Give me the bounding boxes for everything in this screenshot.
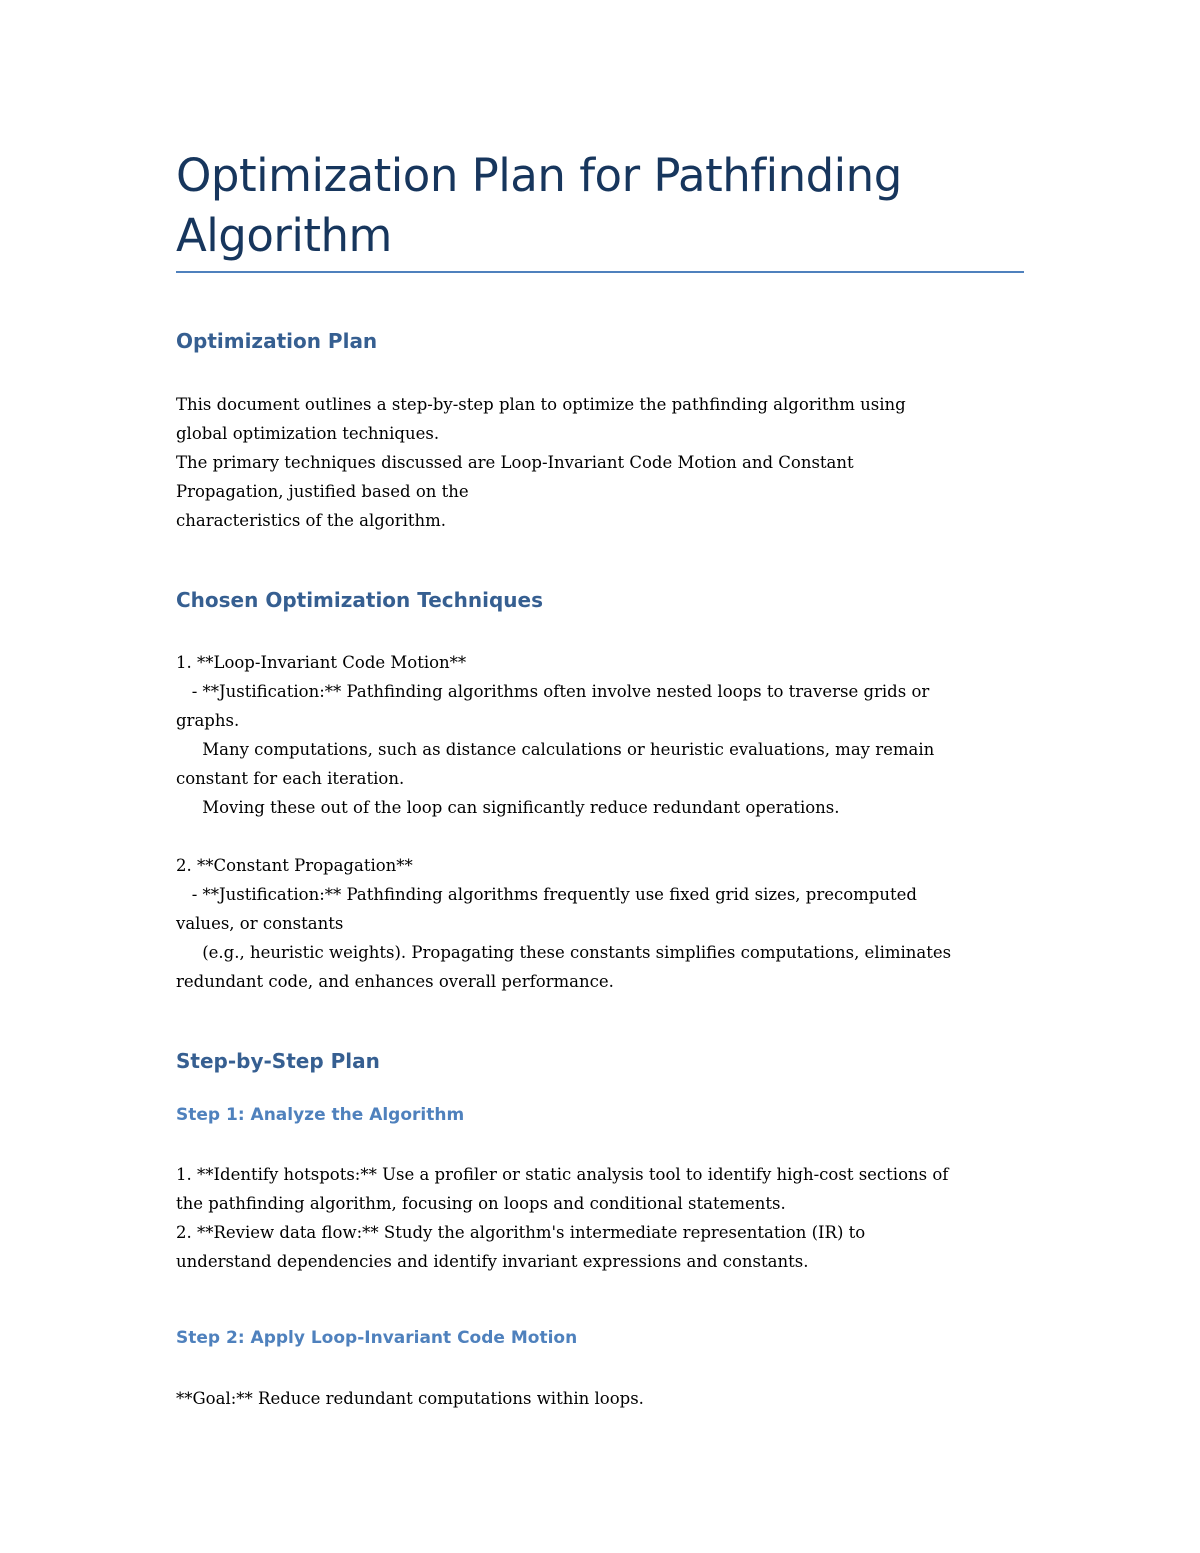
heading-step-1: Step 1: Analyze the Algorithm xyxy=(176,1105,465,1125)
technique-line: Moving these out of the loop can significantly reduce redundant operations. xyxy=(176,798,840,817)
heading-step-2: Step 2: Apply Loop-Invariant Code Motion xyxy=(176,1328,578,1348)
intro-line: global optimization techniques. xyxy=(176,424,440,443)
step-2-body xyxy=(176,1384,1026,1413)
intro-line: This document outlines a step-by-step plan to optimize the pathfinding algorithm using xyxy=(176,395,906,414)
intro-paragraph xyxy=(176,390,1026,535)
intro-line: Propagation, justified based on the xyxy=(176,482,469,501)
step-2-line: **Goal:** Reduce redundant computations within loops. xyxy=(176,1389,644,1408)
technique-line: - **Justification:** Pathfinding algorithms often involve nested loops to traverse grids or xyxy=(176,682,930,701)
step-1-line: 1. **Identify hotspots:** Use a profiler or static analysis tool to identify high-cost sections of xyxy=(176,1165,949,1184)
technique-line: redundant code, and enhances overall performance. xyxy=(176,972,614,991)
heading-step-by-step-plan: Step-by-Step Plan xyxy=(176,1049,380,1073)
technique-line: 2. **Constant Propagation** xyxy=(176,856,413,875)
step-1-line: 2. **Review data flow:** Study the algorithm's intermediate representation (IR) to xyxy=(176,1223,866,1242)
technique-line: values, or constants xyxy=(176,914,344,933)
document-title-line-1: Optimization Plan for Pathfinding xyxy=(176,149,902,202)
technique-item-2 xyxy=(176,851,1026,996)
intro-line: The primary techniques discussed are Loop-Invariant Code Motion and Constant xyxy=(176,453,854,472)
heading-optimization-plan: Optimization Plan xyxy=(176,329,378,353)
intro-line: characteristics of the algorithm. xyxy=(176,511,447,530)
technique-line: Many computations, such as distance calculations or heuristic evaluations, may remain xyxy=(176,740,935,759)
technique-line: - **Justification:** Pathfinding algorithms frequently use fixed grid sizes, precomputed xyxy=(176,885,917,904)
technique-line: graphs. xyxy=(176,711,240,730)
technique-line: constant for each iteration. xyxy=(176,769,405,788)
step-1-line: the pathfinding algorithm, focusing on loops and conditional statements. xyxy=(176,1194,786,1213)
document-title-line-2: Algorithm xyxy=(176,209,392,262)
step-1-line: understand dependencies and identify invariant expressions and constants. xyxy=(176,1252,809,1271)
technique-item-1 xyxy=(176,648,1026,822)
step-1-body xyxy=(176,1160,1026,1276)
document-title xyxy=(176,146,1026,266)
technique-line: (e.g., heuristic weights). Propagating these constants simplifies computations, eliminates xyxy=(176,943,952,962)
heading-chosen-techniques: Chosen Optimization Techniques xyxy=(176,588,544,612)
technique-line: 1. **Loop-Invariant Code Motion** xyxy=(176,653,467,672)
title-underline-rule xyxy=(176,271,1024,273)
